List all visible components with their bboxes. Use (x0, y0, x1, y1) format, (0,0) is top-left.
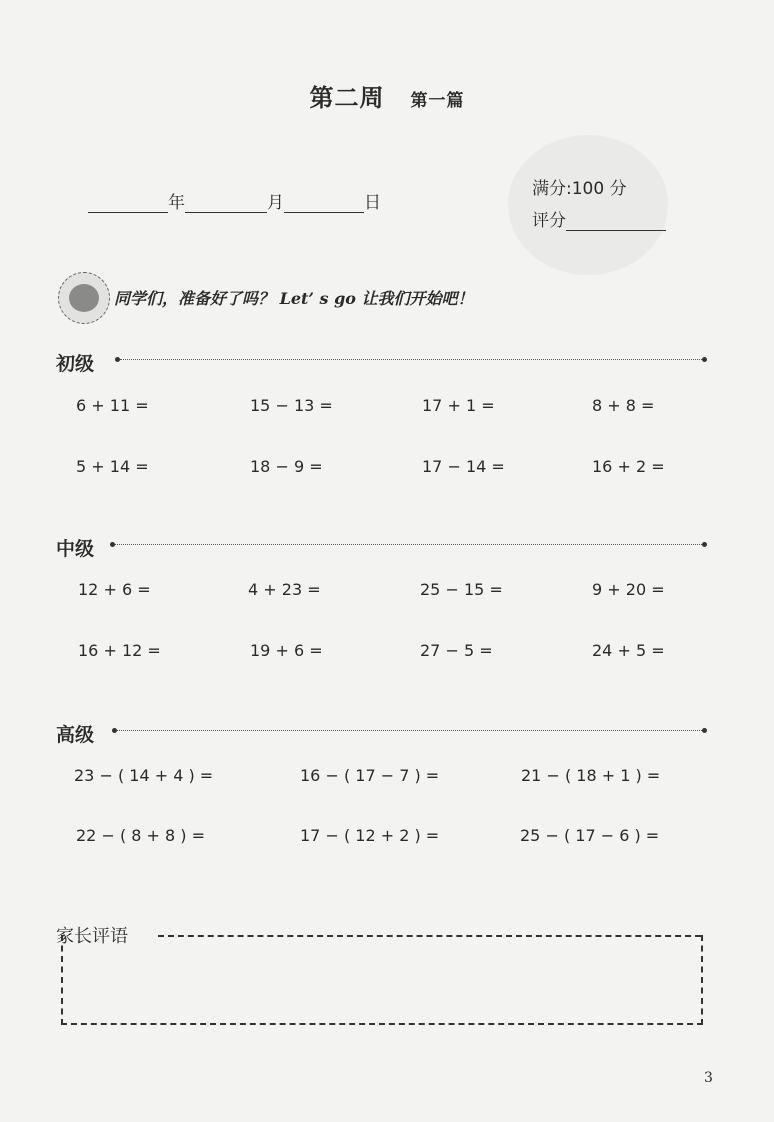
problem: 17 − 14 = (422, 457, 505, 476)
problem: 18 − 9 = (250, 457, 323, 476)
lesson-subtitle: 第一篇 (410, 91, 465, 111)
problem: 19 + 6 = (250, 641, 323, 660)
problem: 9 + 20 = (592, 580, 665, 599)
problem: 17 + 1 = (422, 396, 495, 415)
week-title: 第二周 (309, 84, 385, 112)
mascot-icon (58, 272, 110, 324)
section-advanced-title: 高级 (56, 724, 95, 746)
section-divider (115, 544, 702, 545)
problem: 15 − 13 = (250, 396, 333, 415)
section-beginner-title: 初级 (56, 353, 95, 375)
problem: 5 + 14 = (76, 457, 149, 476)
problem: 17 − ( 12 + 2 ) = (300, 826, 440, 845)
full-score: 满分:100 分 (532, 179, 627, 199)
problem: 25 − ( 17 − 6 ) = (520, 826, 660, 845)
section-dot (702, 357, 707, 362)
day-blank[interactable] (284, 194, 364, 213)
section-divider (120, 359, 702, 360)
problem: 6 + 11 = (76, 396, 149, 415)
page-number: 3 (704, 1070, 713, 1086)
greeting-text: 同学们，准备好了吗？ Let’ s go 让我们开始吧！ (114, 289, 474, 308)
parent-comment-label: 家长评语 (56, 926, 128, 947)
score-field (532, 206, 666, 231)
problem: 16 + 12 = (78, 641, 161, 660)
problem: 21 − ( 18 + 1 ) = (521, 766, 661, 785)
problem: 25 − 15 = (420, 580, 503, 599)
mascot-watermark (508, 135, 668, 275)
problem: 16 + 2 = (592, 457, 665, 476)
problem: 8 + 8 = (592, 396, 655, 415)
parent-comment-box[interactable] (61, 935, 703, 1025)
problem: 24 + 5 = (592, 641, 665, 660)
month-blank[interactable] (185, 194, 267, 213)
page-title (0, 78, 774, 113)
problem: 23 − ( 14 + 4 ) = (74, 766, 214, 785)
month-label: 月 (267, 193, 284, 213)
problem: 22 − ( 8 + 8 ) = (76, 826, 206, 845)
day-label: 日 (364, 193, 381, 213)
year-label: 年 (168, 193, 185, 213)
year-blank[interactable] (88, 194, 168, 213)
mascot-face-icon (69, 284, 99, 312)
date-line (88, 188, 381, 213)
problem: 4 + 23 = (248, 580, 321, 599)
score-label: 评分 (532, 211, 566, 231)
section-dot (702, 542, 707, 547)
score-blank[interactable] (566, 212, 666, 231)
problem: 12 + 6 = (78, 580, 151, 599)
problem: 27 − 5 = (420, 641, 493, 660)
section-intermediate-title: 中级 (56, 538, 95, 560)
problem: 16 − ( 17 − 7 ) = (300, 766, 440, 785)
section-divider (117, 730, 702, 731)
section-dot (702, 728, 707, 733)
